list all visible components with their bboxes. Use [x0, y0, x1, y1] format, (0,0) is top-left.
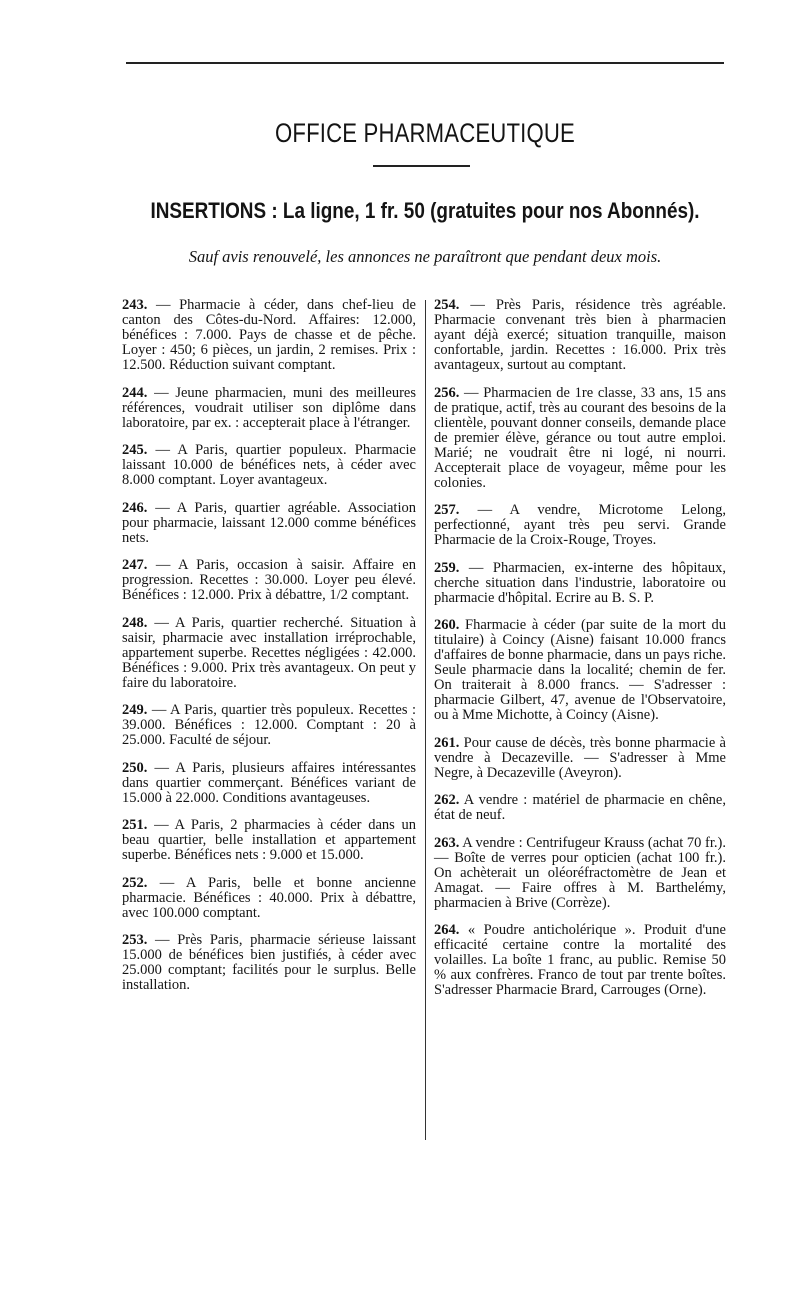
listing-entry: 251. — A Paris, 2 pharmacies à céder dans un beau quartier, belle installation et appartement superbe. Bénéfices nets : 9.000 et 15.000.: [122, 817, 416, 863]
listing-entry: 244. — Jeune pharmacien, muni des meilleures références, voudrait utiliser son diplôme dans laboratoire, par ex. : accepterait place à l'étranger.: [122, 384, 416, 431]
title-rule: [373, 165, 470, 167]
listing-entry: 246. — A Paris, quartier agréable. Association pour pharmacie, laissant 12.000 comme bénéfices nets.: [122, 499, 416, 546]
listing-entry: 260. Fharmacie à céder (par suite de la mort du titulaire) à Coincy (Aisne) faisant 10.000 francs d'affaires de bonne pharmacie, dans un pays riche. Seule pharmacie dans la localité; chemin de fer. On traiterait à 8.000 francs. — S'adresser : pharmacie Gilbert, 47, avenue de l'Observatoire, ou à Mme Michotte, à Coincy (Aisne).: [434, 617, 726, 723]
listing-entry: 261. Pour cause de décès, très bonne pharmacie à vendre à Decazeville. — S'adresser à Mme Negre, à Decazeville (Aveyron).: [434, 734, 726, 781]
listing-entry: 249. — A Paris, quartier très populeux. Recettes : 39.000. Bénéfices : 12.000. Comptant : 20 à 25.000. Faculté de séjour.: [122, 702, 416, 748]
listing-entry: 256. — Pharmacien de 1re classe, 33 ans, 15 ans de pratique, actif, très au courant des besoins de la clientèle, pouvant donner conseils, demande place de premier élève, gérance ou tout autre emploi. Marié; ne voudrait être ni logé, ni nourri. Accepterait place de voyageur, même pour les colonies.: [434, 384, 726, 491]
listing-entry: 245. — A Paris, quartier populeux. Pharmacie laissant 10.000 de bénéfices nets, à céder avec 8.000 comptant. Loyer avantageux.: [122, 442, 416, 488]
insertions-rate-line: INSERTIONS : La ligne, 1 fr. 50 (gratuites pour nos Abonnés).: [150, 198, 700, 223]
listing-entry: 262. A vendre : matériel de pharmacie en chêne, état de neuf.: [434, 792, 726, 823]
column-divider: [425, 300, 426, 1140]
listing-entry: 263. A vendre : Centrifugeur Krauss (achat 70 fr.). — Boîte de verres pour opticien (achat 100 fr.). On achèterait un oléoréfractomètre de Jean et Amagat. — Faire offres à M. Barthelémy, pharmacien à Brive (Corrèze).: [434, 834, 726, 911]
listing-entry: 248. — A Paris, quartier recherché. Situation à saisir, pharmacie avec installation irréprochable, appartement superbe. Recettes négligées : 42.000. Bénéfices : 9.000. Prix très avantageux. On peut y faire du laboratoire.: [122, 614, 416, 691]
listing-entry: 247. — A Paris, occasion à saisir. Affaire en progression. Recettes : 30.000. Loyer peu élevé. Bénéfices : 12.000. Prix à débattre, 1/2 comptant.: [122, 557, 416, 603]
page-title: OFFICE PHARMACEUTIQUE: [275, 118, 575, 148]
listing-entry: 253. — Près Paris, pharmacie sérieuse laissant 15.000 de bénéfices bien justifiés, à céder avec 25.000 comptant; facilités pour le surplus. Belle installation.: [122, 932, 416, 993]
top-rule: [126, 62, 724, 64]
listing-entry: 264. « Poudre anticholérique ». Produit d'une efficacité certaine contre la mortalité des volailles. La boîte 1 franc, au public. Remise 50 % aux confrères. Franco de tout par trente boîtes. S'adresser Pharmacie Brard, Carrouges (Orne).: [434, 922, 726, 998]
listing-entry: 243. — Pharmacie à céder, dans chef-lieu de canton des Côtes-du-Nord. Affaires: 12.000, bénéfices : 7.000. Pays de chasse et de pêche. Loyer : 450; 6 pièces, un jardin, 2 remises. Prix : 12.500. Réduction suivant comptant.: [122, 297, 416, 373]
left-column: [122, 298, 416, 1006]
publication-notice: Sauf avis renouvelé, les annonces ne paraîtront que pendant deux mois.: [188, 247, 662, 266]
listing-entry: 252. — A Paris, belle et bonne ancienne pharmacie. Bénéfices : 40.000. Prix à débattre, avec 100.000 comptant.: [122, 874, 416, 921]
listing-entry: 250. — A Paris, plusieurs affaires intéressantes dans quartier commerçant. Bénéfices variant de 15.000 à 22.000. Conditions avantageuses.: [122, 759, 416, 806]
listing-entry: 254. — Près Paris, résidence très agréable. Pharmacie convenant très bien à pharmacien ayant déjà exercé; situation tranquille, maison confortable, jardin. Recettes : 16.000. Prix très avantageux, surtout au comptant.: [434, 297, 726, 373]
right-column: [434, 298, 726, 1011]
listing-entry: 257. — A vendre, Microtome Lelong, perfectionné, ayant très peu servi. Grande Pharmacie de la Croix-Rouge, Troyes.: [434, 502, 726, 548]
listing-entry: 259. — Pharmacien, ex-interne des hôpitaux, cherche situation dans l'industrie, laboratoire ou pharmacie d'hôpital. Ecrire au B. S. P.: [434, 559, 726, 606]
